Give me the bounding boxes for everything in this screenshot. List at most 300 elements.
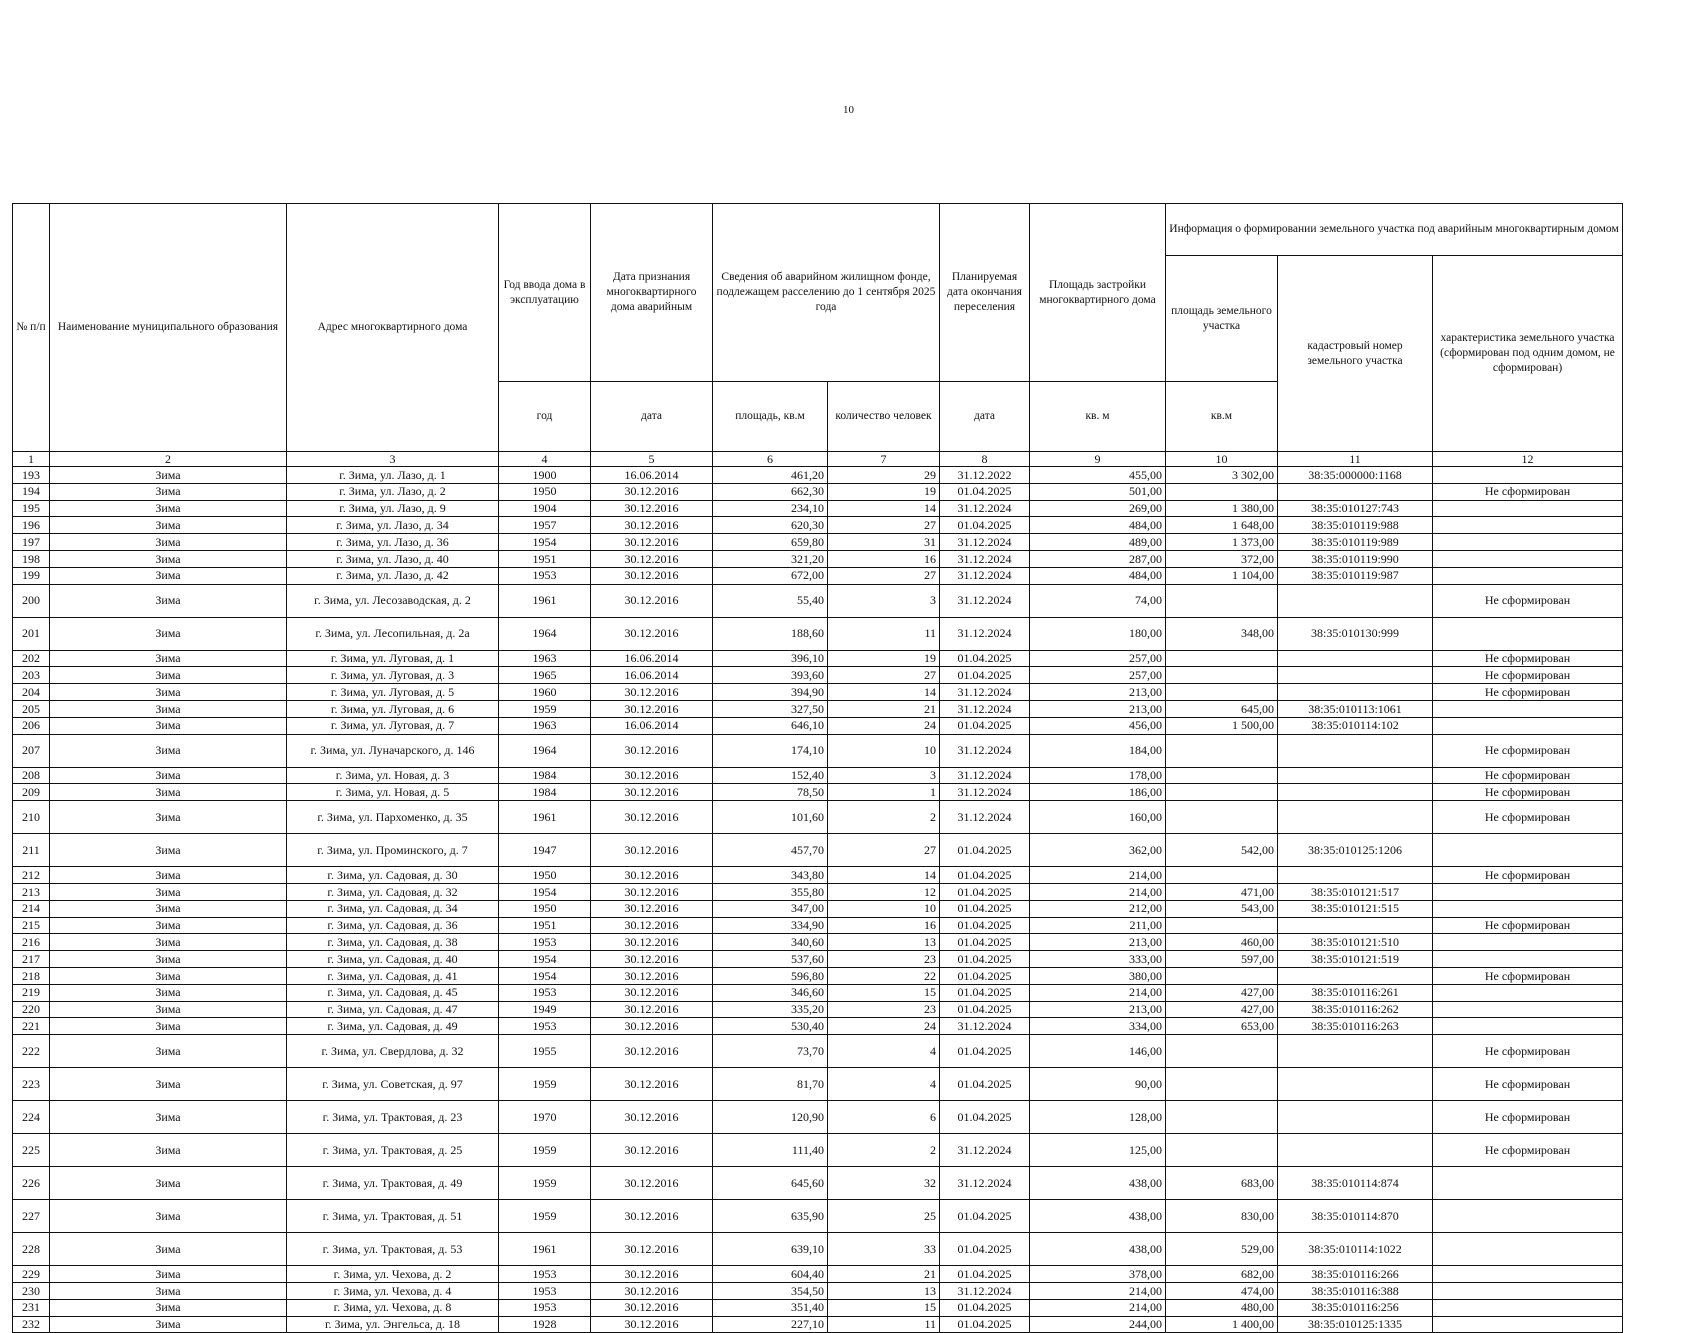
- table-row: [13, 767, 1623, 784]
- land-area-cell: 474,00: [1166, 1282, 1278, 1299]
- address-cell: г. Зима, ул. Трактовая, д. 51: [287, 1200, 499, 1233]
- planned-date-cell: 01.04.2025: [940, 834, 1030, 867]
- recognition-date-cell: 30.12.2016: [591, 700, 713, 717]
- building-area-cell: 362,00: [1030, 834, 1166, 867]
- recognition-date-cell: 30.12.2016: [591, 567, 713, 584]
- table-row: [13, 1266, 1623, 1283]
- people-cell: 23: [828, 951, 940, 968]
- recognition-date-cell: 16.06.2014: [591, 667, 713, 684]
- planned-date-cell: 01.04.2025: [940, 967, 1030, 984]
- people-cell: 12: [828, 883, 940, 900]
- header-year: Год ввода дома в эксплуатацию: [499, 204, 591, 382]
- year-cell: 1965: [499, 667, 591, 684]
- row-number-cell: 210: [13, 801, 50, 834]
- table-row: [13, 1233, 1623, 1266]
- cadastral-number-cell: 38:35:010125:1335: [1278, 1316, 1433, 1333]
- people-cell: 11: [828, 617, 940, 650]
- header-land-area: площадь земельного участка: [1166, 256, 1278, 382]
- land-characteristic-cell: [1433, 1018, 1623, 1035]
- planned-date-cell: 01.04.2025: [940, 717, 1030, 734]
- row-number-cell: 195: [13, 500, 50, 517]
- cadastral-number-cell: 38:35:010116:263: [1278, 1018, 1433, 1035]
- table-row: [13, 917, 1623, 934]
- recognition-date-cell: 30.12.2016: [591, 834, 713, 867]
- column-number: 9: [1030, 452, 1166, 467]
- land-characteristic-cell: [1433, 1299, 1623, 1316]
- cadastral-number-cell: 38:35:010121:515: [1278, 900, 1433, 917]
- land-area-cell: [1166, 784, 1278, 801]
- header-municipality: Наименование муниципального образования: [50, 204, 287, 452]
- planned-date-cell: 01.04.2025: [940, 917, 1030, 934]
- building-area-cell: 178,00: [1030, 767, 1166, 784]
- cadastral-number-cell: 38:35:000000:1168: [1278, 467, 1433, 484]
- year-cell: 1959: [499, 1200, 591, 1233]
- cadastral-number-cell: [1278, 1068, 1433, 1101]
- header-recognition-date: Дата признания многоквартирного дома аварийным: [591, 204, 713, 382]
- land-characteristic-cell: Не сформирован: [1433, 684, 1623, 701]
- year-cell: 1964: [499, 617, 591, 650]
- land-characteristic-cell: [1433, 534, 1623, 551]
- address-cell: г. Зима, ул. Чехова, д. 2: [287, 1266, 499, 1283]
- address-cell: г. Зима, ул. Луговая, д. 3: [287, 667, 499, 684]
- land-area-cell: [1166, 684, 1278, 701]
- cadastral-number-cell: [1278, 917, 1433, 934]
- recognition-date-cell: 16.06.2014: [591, 467, 713, 484]
- building-area-cell: 456,00: [1030, 717, 1166, 734]
- land-area-cell: 543,00: [1166, 900, 1278, 917]
- table-row: [13, 984, 1623, 1001]
- row-number-cell: 204: [13, 684, 50, 701]
- cadastral-number-cell: 38:35:010125:1206: [1278, 834, 1433, 867]
- building-area-cell: 378,00: [1030, 1266, 1166, 1283]
- housing-table: [12, 203, 1623, 1333]
- cadastral-number-cell: 38:35:010119:987: [1278, 567, 1433, 584]
- row-number-cell: 229: [13, 1266, 50, 1283]
- planned-date-cell: 31.12.2024: [940, 684, 1030, 701]
- row-number-cell: 206: [13, 717, 50, 734]
- table-row: [13, 1018, 1623, 1035]
- recognition-date-cell: 30.12.2016: [591, 1001, 713, 1018]
- row-number-cell: 230: [13, 1282, 50, 1299]
- year-cell: 1954: [499, 967, 591, 984]
- row-number-cell: 198: [13, 550, 50, 567]
- land-area-cell: 645,00: [1166, 700, 1278, 717]
- year-cell: 1950: [499, 483, 591, 500]
- area-cell: 620,30: [713, 517, 828, 534]
- planned-date-cell: 01.04.2025: [940, 984, 1030, 1001]
- municipality-cell: Зима: [50, 650, 287, 667]
- year-cell: 1954: [499, 951, 591, 968]
- unit-sqm: кв.м: [1166, 382, 1278, 452]
- row-number-cell: 203: [13, 667, 50, 684]
- row-number-cell: 217: [13, 951, 50, 968]
- address-cell: г. Зима, ул. Новая, д. 5: [287, 784, 499, 801]
- recognition-date-cell: 30.12.2016: [591, 867, 713, 884]
- municipality-cell: Зима: [50, 784, 287, 801]
- land-area-cell: [1166, 667, 1278, 684]
- column-number: 7: [828, 452, 940, 467]
- planned-date-cell: 01.04.2025: [940, 951, 1030, 968]
- year-cell: 1951: [499, 550, 591, 567]
- table-row: [13, 934, 1623, 951]
- address-cell: г. Зима, ул. Энгельса, д. 18: [287, 1316, 499, 1333]
- building-area-cell: 333,00: [1030, 951, 1166, 968]
- land-characteristic-cell: Не сформирован: [1433, 917, 1623, 934]
- table-row: [13, 1068, 1623, 1101]
- year-cell: 1947: [499, 834, 591, 867]
- column-number-row: [13, 452, 1623, 467]
- planned-date-cell: 01.04.2025: [940, 1035, 1030, 1068]
- year-cell: 1963: [499, 650, 591, 667]
- table-row: [13, 1134, 1623, 1167]
- table-row: [13, 1167, 1623, 1200]
- recognition-date-cell: 30.12.2016: [591, 951, 713, 968]
- area-cell: 662,30: [713, 483, 828, 500]
- municipality-cell: Зима: [50, 1200, 287, 1233]
- land-characteristic-cell: Не сформирован: [1433, 483, 1623, 500]
- recognition-date-cell: 30.12.2016: [591, 734, 713, 767]
- row-number-cell: 226: [13, 1167, 50, 1200]
- land-characteristic-cell: [1433, 900, 1623, 917]
- cadastral-number-cell: 38:35:010119:988: [1278, 517, 1433, 534]
- land-area-cell: [1166, 801, 1278, 834]
- unit-date: дата: [940, 382, 1030, 452]
- area-cell: 659,80: [713, 534, 828, 551]
- building-area-cell: 214,00: [1030, 984, 1166, 1001]
- people-cell: 15: [828, 1299, 940, 1316]
- year-cell: 1984: [499, 767, 591, 784]
- land-characteristic-cell: [1433, 617, 1623, 650]
- planned-date-cell: 31.12.2024: [940, 700, 1030, 717]
- building-area-cell: 213,00: [1030, 934, 1166, 951]
- row-number-cell: 209: [13, 784, 50, 801]
- building-area-cell: 484,00: [1030, 567, 1166, 584]
- building-area-cell: 186,00: [1030, 784, 1166, 801]
- cadastral-number-cell: 38:35:010116:261: [1278, 984, 1433, 1001]
- municipality-cell: Зима: [50, 483, 287, 500]
- header-num: № п/п: [13, 204, 50, 452]
- planned-date-cell: 31.12.2024: [940, 584, 1030, 617]
- area-cell: 174,10: [713, 734, 828, 767]
- recognition-date-cell: 30.12.2016: [591, 500, 713, 517]
- table-row: [13, 684, 1623, 701]
- cadastral-number-cell: 38:35:010119:989: [1278, 534, 1433, 551]
- people-cell: 19: [828, 483, 940, 500]
- land-characteristic-cell: [1433, 883, 1623, 900]
- area-cell: 351,40: [713, 1299, 828, 1316]
- row-number-cell: 232: [13, 1316, 50, 1333]
- area-cell: 645,60: [713, 1167, 828, 1200]
- area-cell: 672,00: [713, 567, 828, 584]
- land-area-cell: 1 104,00: [1166, 567, 1278, 584]
- building-area-cell: 160,00: [1030, 801, 1166, 834]
- table-row: [13, 1316, 1623, 1333]
- year-cell: 1970: [499, 1101, 591, 1134]
- table-row: [13, 967, 1623, 984]
- cadastral-number-cell: [1278, 767, 1433, 784]
- column-number: 5: [591, 452, 713, 467]
- row-number-cell: 220: [13, 1001, 50, 1018]
- people-cell: 16: [828, 917, 940, 934]
- table-row: [13, 617, 1623, 650]
- planned-date-cell: 01.04.2025: [940, 667, 1030, 684]
- municipality-cell: Зима: [50, 1167, 287, 1200]
- building-area-cell: 438,00: [1030, 1200, 1166, 1233]
- land-characteristic-cell: Не сформирован: [1433, 967, 1623, 984]
- municipality-cell: Зима: [50, 984, 287, 1001]
- land-characteristic-cell: Не сформирован: [1433, 584, 1623, 617]
- address-cell: г. Зима, ул. Лазо, д. 2: [287, 483, 499, 500]
- cadastral-number-cell: 38:35:010121:519: [1278, 951, 1433, 968]
- address-cell: г. Зима, ул. Трактовая, д. 49: [287, 1167, 499, 1200]
- planned-date-cell: 31.12.2024: [940, 784, 1030, 801]
- people-cell: 16: [828, 550, 940, 567]
- recognition-date-cell: 30.12.2016: [591, 1018, 713, 1035]
- people-cell: 27: [828, 667, 940, 684]
- recognition-date-cell: 30.12.2016: [591, 1316, 713, 1333]
- land-area-cell: 1 500,00: [1166, 717, 1278, 734]
- year-cell: 1953: [499, 1282, 591, 1299]
- planned-date-cell: 01.04.2025: [940, 1266, 1030, 1283]
- planned-date-cell: 01.04.2025: [940, 517, 1030, 534]
- planned-date-cell: 31.12.2024: [940, 550, 1030, 567]
- land-area-cell: [1166, 767, 1278, 784]
- land-area-cell: 1 648,00: [1166, 517, 1278, 534]
- cadastral-number-cell: 38:35:010116:256: [1278, 1299, 1433, 1316]
- people-cell: 14: [828, 684, 940, 701]
- cadastral-number-cell: 38:35:010127:743: [1278, 500, 1433, 517]
- people-cell: 14: [828, 867, 940, 884]
- people-cell: 6: [828, 1101, 940, 1134]
- building-area-cell: 211,00: [1030, 917, 1166, 934]
- land-area-cell: 460,00: [1166, 934, 1278, 951]
- column-number: 8: [940, 452, 1030, 467]
- table-row: [13, 1101, 1623, 1134]
- recognition-date-cell: 30.12.2016: [591, 1167, 713, 1200]
- row-number-cell: 223: [13, 1068, 50, 1101]
- building-area-cell: 213,00: [1030, 684, 1166, 701]
- row-number-cell: 196: [13, 517, 50, 534]
- area-cell: 530,40: [713, 1018, 828, 1035]
- building-area-cell: 128,00: [1030, 1101, 1166, 1134]
- cadastral-number-cell: 38:35:010130:999: [1278, 617, 1433, 650]
- municipality-cell: Зима: [50, 1266, 287, 1283]
- table-row: [13, 567, 1623, 584]
- area-cell: 188,60: [713, 617, 828, 650]
- area-cell: 101,60: [713, 801, 828, 834]
- cadastral-number-cell: 38:35:010116:266: [1278, 1266, 1433, 1283]
- recognition-date-cell: 30.12.2016: [591, 801, 713, 834]
- address-cell: г. Зима, ул. Лазо, д. 1: [287, 467, 499, 484]
- land-characteristic-cell: Не сформирован: [1433, 650, 1623, 667]
- recognition-date-cell: 30.12.2016: [591, 1101, 713, 1134]
- year-cell: 1957: [499, 517, 591, 534]
- column-number: 2: [50, 452, 287, 467]
- building-area-cell: 287,00: [1030, 550, 1166, 567]
- row-number-cell: 216: [13, 934, 50, 951]
- planned-date-cell: 31.12.2024: [940, 617, 1030, 650]
- recognition-date-cell: 30.12.2016: [591, 1299, 713, 1316]
- table-row: [13, 1001, 1623, 1018]
- municipality-cell: Зима: [50, 801, 287, 834]
- recognition-date-cell: 30.12.2016: [591, 684, 713, 701]
- land-characteristic-cell: [1433, 500, 1623, 517]
- address-cell: г. Зима, ул. Лесопильная, д. 2а: [287, 617, 499, 650]
- building-area-cell: 146,00: [1030, 1035, 1166, 1068]
- municipality-cell: Зима: [50, 584, 287, 617]
- address-cell: г. Зима, ул. Луговая, д. 5: [287, 684, 499, 701]
- people-cell: 4: [828, 1068, 940, 1101]
- address-cell: г. Зима, ул. Садовая, д. 32: [287, 883, 499, 900]
- people-cell: 14: [828, 500, 940, 517]
- area-cell: 461,20: [713, 467, 828, 484]
- people-cell: 31: [828, 534, 940, 551]
- cadastral-number-cell: [1278, 734, 1433, 767]
- cadastral-number-cell: 38:35:010114:1022: [1278, 1233, 1433, 1266]
- cadastral-number-cell: 38:35:010119:990: [1278, 550, 1433, 567]
- row-number-cell: 208: [13, 767, 50, 784]
- municipality-cell: Зима: [50, 917, 287, 934]
- municipality-cell: Зима: [50, 1299, 287, 1316]
- planned-date-cell: 31.12.2024: [940, 801, 1030, 834]
- area-cell: 394,90: [713, 684, 828, 701]
- recognition-date-cell: 30.12.2016: [591, 883, 713, 900]
- municipality-cell: Зима: [50, 934, 287, 951]
- address-cell: г. Зима, ул. Трактовая, д. 23: [287, 1101, 499, 1134]
- planned-date-cell: 31.12.2024: [940, 534, 1030, 551]
- land-characteristic-cell: Не сформирован: [1433, 1101, 1623, 1134]
- land-characteristic-cell: [1433, 567, 1623, 584]
- building-area-cell: 484,00: [1030, 517, 1166, 534]
- area-cell: 111,40: [713, 1134, 828, 1167]
- year-cell: 1900: [499, 467, 591, 484]
- land-characteristic-cell: [1433, 1200, 1623, 1233]
- recognition-date-cell: 30.12.2016: [591, 1233, 713, 1266]
- area-cell: 81,70: [713, 1068, 828, 1101]
- year-cell: 1959: [499, 1167, 591, 1200]
- address-cell: г. Зима, ул. Луначарского, д. 146: [287, 734, 499, 767]
- people-cell: 27: [828, 567, 940, 584]
- area-cell: 457,70: [713, 834, 828, 867]
- cadastral-number-cell: 38:35:010121:510: [1278, 934, 1433, 951]
- table-row: [13, 667, 1623, 684]
- recognition-date-cell: 30.12.2016: [591, 517, 713, 534]
- area-cell: 335,20: [713, 1001, 828, 1018]
- row-number-cell: 205: [13, 700, 50, 717]
- planned-date-cell: 31.12.2024: [940, 734, 1030, 767]
- area-cell: 343,80: [713, 867, 828, 884]
- land-characteristic-cell: [1433, 550, 1623, 567]
- row-number-cell: 212: [13, 867, 50, 884]
- planned-date-cell: 01.04.2025: [940, 483, 1030, 500]
- address-cell: г. Зима, ул. Садовая, д. 47: [287, 1001, 499, 1018]
- cadastral-number-cell: [1278, 650, 1433, 667]
- people-cell: 2: [828, 801, 940, 834]
- table-row: [13, 1299, 1623, 1316]
- recognition-date-cell: 16.06.2014: [591, 650, 713, 667]
- building-area-cell: 489,00: [1030, 534, 1166, 551]
- land-area-cell: 529,00: [1166, 1233, 1278, 1266]
- building-area-cell: 213,00: [1030, 1001, 1166, 1018]
- area-cell: 120,90: [713, 1101, 828, 1134]
- year-cell: 1951: [499, 917, 591, 934]
- land-characteristic-cell: Не сформирован: [1433, 1134, 1623, 1167]
- recognition-date-cell: 16.06.2014: [591, 717, 713, 734]
- table-row: [13, 900, 1623, 917]
- area-cell: 55,40: [713, 584, 828, 617]
- people-cell: 23: [828, 1001, 940, 1018]
- recognition-date-cell: 30.12.2016: [591, 767, 713, 784]
- planned-date-cell: 01.04.2025: [940, 1001, 1030, 1018]
- area-cell: 152,40: [713, 767, 828, 784]
- recognition-date-cell: 30.12.2016: [591, 550, 713, 567]
- planned-date-cell: 01.04.2025: [940, 867, 1030, 884]
- address-cell: г. Зима, ул. Садовая, д. 40: [287, 951, 499, 968]
- address-cell: г. Зима, ул. Новая, д. 3: [287, 767, 499, 784]
- page-number: 10: [843, 104, 854, 116]
- land-characteristic-cell: [1433, 1233, 1623, 1266]
- people-cell: 24: [828, 1018, 940, 1035]
- cadastral-number-cell: [1278, 801, 1433, 834]
- planned-date-cell: 31.12.2024: [940, 567, 1030, 584]
- table-row: [13, 517, 1623, 534]
- planned-date-cell: 01.04.2025: [940, 650, 1030, 667]
- row-number-cell: 228: [13, 1233, 50, 1266]
- cadastral-number-cell: 38:35:010116:388: [1278, 1282, 1433, 1299]
- table-row: [13, 700, 1623, 717]
- row-number-cell: 231: [13, 1299, 50, 1316]
- municipality-cell: Зима: [50, 1282, 287, 1299]
- year-cell: 1964: [499, 734, 591, 767]
- land-characteristic-cell: [1433, 1167, 1623, 1200]
- municipality-cell: Зима: [50, 500, 287, 517]
- cadastral-number-cell: [1278, 483, 1433, 500]
- cadastral-number-cell: 38:35:010116:262: [1278, 1001, 1433, 1018]
- table-row: [13, 717, 1623, 734]
- people-cell: 32: [828, 1167, 940, 1200]
- header-land-characteristic: характеристика земельного участка (сформирован под одним домом, не сформирован): [1433, 256, 1623, 452]
- people-cell: 13: [828, 1282, 940, 1299]
- row-number-cell: 197: [13, 534, 50, 551]
- year-cell: 1955: [499, 1035, 591, 1068]
- cadastral-number-cell: 38:35:010114:874: [1278, 1167, 1433, 1200]
- municipality-cell: Зима: [50, 1018, 287, 1035]
- land-characteristic-cell: [1433, 1001, 1623, 1018]
- table-row: [13, 650, 1623, 667]
- recognition-date-cell: 30.12.2016: [591, 900, 713, 917]
- planned-date-cell: 31.12.2024: [940, 500, 1030, 517]
- people-cell: 27: [828, 517, 940, 534]
- row-number-cell: 199: [13, 567, 50, 584]
- municipality-cell: Зима: [50, 1035, 287, 1068]
- planned-date-cell: 31.12.2024: [940, 1134, 1030, 1167]
- area-cell: 327,50: [713, 700, 828, 717]
- year-cell: 1953: [499, 1266, 591, 1283]
- recognition-date-cell: 30.12.2016: [591, 784, 713, 801]
- municipality-cell: Зима: [50, 567, 287, 584]
- recognition-date-cell: 30.12.2016: [591, 1134, 713, 1167]
- planned-date-cell: 31.12.2022: [940, 467, 1030, 484]
- municipality-cell: Зима: [50, 700, 287, 717]
- row-number-cell: 213: [13, 883, 50, 900]
- address-cell: г. Зима, ул. Садовая, д. 36: [287, 917, 499, 934]
- land-area-cell: 830,00: [1166, 1200, 1278, 1233]
- people-cell: 3: [828, 767, 940, 784]
- row-number-cell: 194: [13, 483, 50, 500]
- people-cell: 15: [828, 984, 940, 1001]
- people-cell: 25: [828, 1200, 940, 1233]
- planned-date-cell: 31.12.2024: [940, 1282, 1030, 1299]
